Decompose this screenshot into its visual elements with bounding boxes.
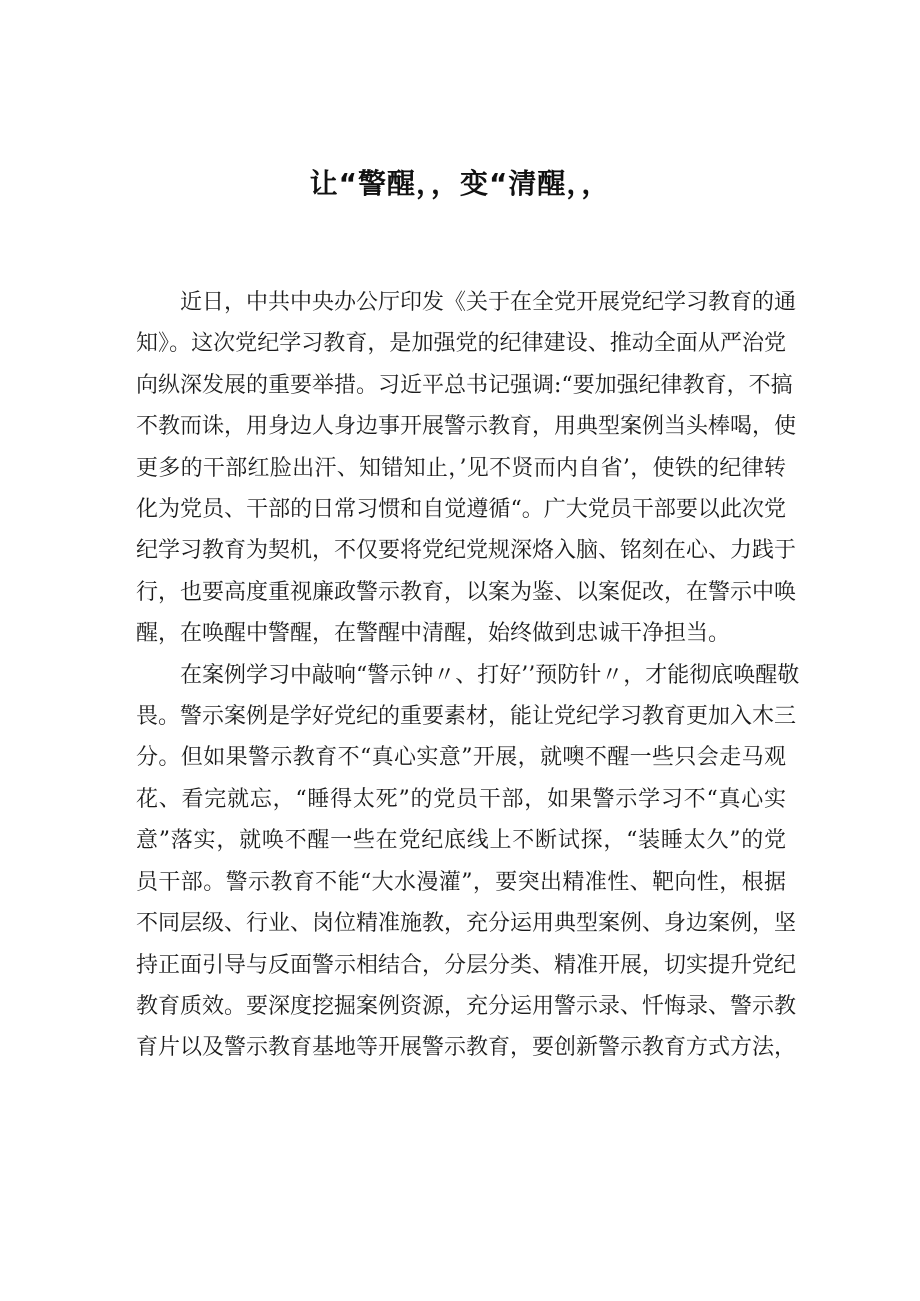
text-line: 持正面引导与反面警示相结合，分层分类、精准开展，切实提升党纪 [136, 952, 797, 978]
text-line: 不教而诛，用身边人身边事开展警示教育，用典型案例当头棒喝，使 [136, 414, 797, 440]
text-line: 意”落实，就唤不醒一些在党纪底线上不断试探，“装睡太久”的党 [136, 828, 786, 854]
text-line: 育片以及警示教育基地等开展警示教育，要创新警示教育方式方法， [136, 1035, 797, 1061]
document-title: 让“警醒，，变“清醒，， [309, 167, 611, 200]
text-line: 畏。警示案例是学好党纪的重要素材，能让党纪学习教育更加入木三 [136, 704, 797, 730]
text-line: 更多的干部红脸出汗、知错知止，’见不贤而内自省’，使铁的纪律转 [136, 455, 786, 481]
text-line: 近日，中共中央办公厅印发《关于在全党开展党纪学习教育的通 [180, 290, 797, 315]
text-line: 分。但如果警示教育不“真心实意”开展，就噢不醒一些只会走马观 [136, 745, 786, 771]
text-line: 醒，在唤醒中警醒，在警醒中清醒，始终做到忠诚干净担当。 [136, 621, 731, 647]
text-line: 化为党员、干部的日常习惯和自觉遵循“。广大党员干部要以此次党 [136, 497, 786, 523]
text-line: 知》。这次党纪学习教育，是加强党的纪律建设、推动全面从严治党 [136, 331, 786, 357]
text-line: 教育质效。要深度挖掘案例资源，充分运用警示录、忏悔录、警示教 [136, 993, 797, 1019]
text-line: 向纵深发展的重要举措。习近平总书记强调:“要加强纪律教育，不搞 [136, 372, 793, 398]
text-line: 行，也要高度重视廉政警示教育，以案为鉴、以案促改，在警示中唤 [136, 579, 797, 605]
paragraph-1 [136, 282, 797, 655]
paragraph-2 [136, 655, 800, 1069]
text-line: 在案例学习中敲响“警示钟〃、打好’’预防针〃，才能彻底唤醒敬 [180, 662, 800, 688]
document-body [136, 282, 800, 1069]
text-line: 不同层级、行业、岗位精准施教，充分运用典型案例、身边案例，坚 [136, 911, 797, 937]
text-line: 员干部。警示教育不能“大水漫灌”，要突出精准性、靶向性，根据 [136, 869, 786, 895]
text-line: 纪学习教育为契机，不仅要将党纪党规深烙入脑、铭刻在心、力践于 [136, 538, 797, 564]
text-line: 花、看完就忘，“睡得太死”的党员干部，如果警示学习不“真心实 [136, 786, 786, 812]
